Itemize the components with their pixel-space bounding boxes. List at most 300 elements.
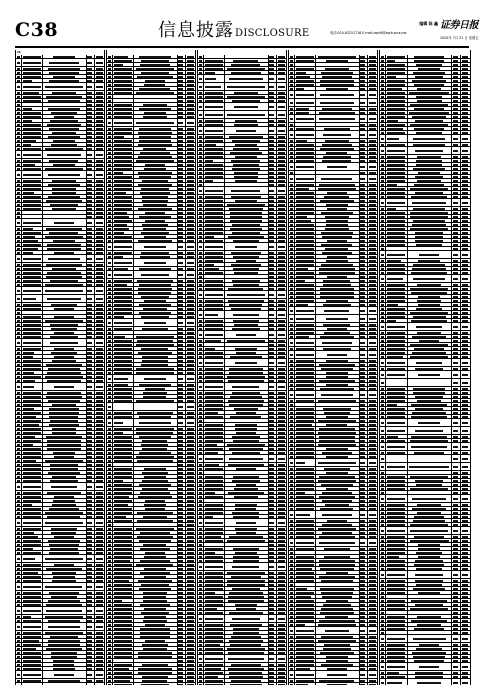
fine-print-text [296,108,310,110]
fine-print-text [48,184,81,186]
fine-print-text [96,96,103,98]
fine-print-text [144,168,166,170]
fine-print-text [96,342,103,344]
fine-print-text [114,232,124,234]
table-cell [294,75,316,78]
table-cell [42,491,86,494]
table-cell [94,499,104,502]
fine-print-text [87,62,92,64]
table-cell [42,107,86,110]
table-cell [276,367,286,370]
table-cell [21,271,43,274]
fine-print-text [278,216,285,218]
table-cell [185,87,195,90]
fine-print-text [269,600,274,602]
table-cell [203,175,225,178]
table-cell [224,235,268,238]
fine-print-text [320,94,353,96]
fine-print-text [96,644,103,646]
table-cell [276,519,286,526]
table-cell [42,279,86,282]
fine-print-text [17,432,20,434]
table-cell [133,223,177,226]
table-cell [21,187,43,190]
fine-print-text [23,644,41,646]
fine-print-text [187,556,194,558]
table-cell [112,79,134,82]
table-cell [21,415,43,418]
table-cell [133,235,177,238]
fine-print-text [46,228,83,230]
fine-print-text [23,656,41,658]
table-cell [133,199,177,202]
table-cell [276,355,286,358]
table-row [107,683,195,685]
fine-print-text [96,368,103,370]
fine-print-text [138,172,173,174]
fine-print-text [205,584,223,586]
editor-line: 编辑 陈 鑫 [419,21,438,26]
table-row [198,311,286,319]
fine-print-text [17,540,20,542]
table-cell [94,119,104,122]
fine-print-text [87,208,92,210]
fine-print-text [87,592,92,594]
table-cell [224,95,268,98]
table-cell [42,331,86,334]
fine-print-text [205,340,221,342]
table-cell [133,303,177,306]
fine-print-text [205,100,223,102]
fine-print-text [23,336,41,338]
page-number: C38 [15,19,59,41]
table-cell [185,75,195,78]
table-cell [276,447,286,450]
table-cell [224,503,268,506]
table-cell [224,679,268,682]
fine-print-text [199,412,202,414]
table-cell [112,295,134,298]
table-cell [112,443,134,446]
table-cell [21,655,43,658]
fine-print-text [53,664,74,666]
table-cell [276,531,286,534]
fine-print-text [278,576,285,578]
fine-print-text [269,264,274,266]
table-cell [42,419,86,422]
table-cell [42,115,86,118]
table-cell [42,267,86,270]
fine-print-text [114,584,132,586]
fine-print-text [96,356,103,358]
fine-print-text [269,628,274,630]
fine-print-text [17,212,20,214]
fine-print-text [114,556,132,558]
table-cell [94,295,104,302]
table-cell [367,139,377,142]
fine-print-text [137,460,174,462]
fine-print-text [269,648,274,650]
table-cell [94,435,104,438]
fine-print-text [50,280,79,282]
fine-print-text [233,164,260,166]
table-cell [276,279,286,282]
fine-print-text [178,612,183,614]
fine-print-text [278,184,285,186]
fine-print-text [139,588,171,590]
table-cell [21,227,43,230]
table-cell [276,431,286,434]
table-cell [21,639,43,642]
fine-print-text [236,468,256,470]
fine-print-text [296,102,314,104]
fine-print-text [269,124,274,126]
fine-print-text [269,448,274,450]
fine-print-text [278,516,285,518]
fine-print-text [96,208,103,210]
fine-print-text [96,516,103,518]
table-cell [276,627,286,630]
fine-print-text [23,432,41,434]
fine-print-text [87,508,92,510]
table-cell [224,91,268,94]
fine-print-text [205,484,223,486]
fine-print-text [199,632,202,634]
fine-print-text [23,572,39,574]
fine-print-text [23,564,41,566]
fine-print-text [269,532,274,534]
fine-print-text [290,144,293,146]
fine-print-text [48,136,81,138]
table-cell [21,527,43,530]
fine-print-text [114,156,132,158]
fine-print-text [114,664,132,666]
table-cell [185,635,195,638]
fine-print-text [141,296,170,298]
fine-print-text [17,468,20,470]
fine-print-text [178,684,183,685]
table-cell [42,91,86,94]
table-cell [224,143,268,146]
table-rows [107,55,195,685]
table-cell [203,183,225,186]
table-cell [112,315,134,318]
fine-print-text [199,276,202,278]
fine-print-text [17,626,20,628]
fine-print-text [269,496,274,498]
table-cell [94,367,104,370]
fine-print-text [290,76,293,78]
fine-print-text [87,492,92,494]
table-cell [276,283,286,286]
table-cell [203,303,225,306]
fine-print-text [45,320,82,322]
fine-print-text [199,544,202,546]
fine-print-text [278,632,285,634]
table-row [198,683,286,685]
table-cell [276,375,286,378]
table-cell [42,455,86,458]
fine-print-text [187,84,194,86]
table-cell [276,179,286,182]
fine-print-text [108,200,111,202]
fine-print-text [96,312,103,314]
table-cell [112,299,134,302]
fine-print-text [296,56,314,58]
fine-print-text [23,62,41,64]
fine-print-text [369,118,376,120]
fine-print-text [108,208,111,210]
fine-print-text [87,216,92,218]
fine-print-text [108,422,111,424]
table-cell [276,267,286,270]
fine-print-text [87,92,92,94]
fine-print-text [178,504,183,506]
fine-print-text [23,380,36,382]
fine-print-text [230,152,261,154]
fine-print-text [114,580,129,582]
fine-print-text [23,420,41,422]
fine-print-text [178,488,183,490]
fine-print-text [23,128,41,130]
table-cell [112,99,134,102]
table-cell [276,411,286,414]
newspaper-logo: 证券日报 [440,20,478,31]
table-cell [185,467,195,470]
fine-print-text [96,380,103,382]
fine-print-text [139,422,172,424]
fine-print-text [187,108,194,110]
fine-print-text [178,104,183,106]
table-cell [133,115,177,118]
fine-print-text [96,372,103,374]
table-cell [185,539,195,542]
table-cell [185,483,195,486]
fine-print-text [187,312,194,314]
fine-print-text [23,586,41,588]
newspaper-masthead [440,20,479,41]
fine-print-text [278,684,285,685]
fine-print-text [23,596,41,598]
table-cell [21,535,43,538]
fine-print-text [278,156,285,158]
fine-print-text [23,184,41,186]
table-cell [276,243,286,250]
fine-print-text [269,396,274,398]
fine-print-text [199,444,202,446]
fine-print-text [205,264,215,266]
fine-print-text [269,144,274,146]
fine-print-text [114,196,132,198]
table-cell [224,99,268,102]
fine-print-text [142,196,168,198]
fine-print-text [96,386,103,388]
fine-print-text [205,260,223,262]
table-cell [21,263,43,266]
table-cell [203,271,225,274]
table-cell [133,319,177,326]
fine-print-text [108,532,111,534]
table-cell [224,491,268,494]
table-cell [112,251,134,254]
table-cell [133,211,177,214]
table-cell [42,551,86,554]
table-cell [112,667,134,670]
table-cell [224,59,268,62]
fine-print-text [108,556,111,558]
fine-print-text [23,222,41,224]
fine-print-text [178,64,183,66]
table-cell [203,611,225,614]
fine-print-text [278,78,285,80]
fine-print-text [269,440,274,442]
fine-print-text [269,636,274,638]
table-cell [185,631,195,634]
table-cell [203,431,225,434]
fine-print-text [269,120,274,122]
fine-print-text [114,348,132,350]
fine-print-text [138,240,172,242]
table-cell [112,615,134,618]
fine-print-text [114,108,132,110]
table-cell [112,539,134,542]
fine-print-text [199,468,202,470]
table-cell [112,351,134,354]
table-cell [133,495,177,498]
fine-print-text [23,592,41,594]
table-cell [224,319,268,322]
table-cell [112,235,134,238]
fine-print-text [199,320,202,322]
fine-print-text [87,522,92,524]
table-cell [94,215,104,218]
fine-print-text [108,76,111,78]
table-cell [224,663,268,666]
fine-print-text [52,572,76,574]
fine-print-text [178,232,183,234]
fine-print-text [17,464,20,466]
fine-print-text [48,68,80,70]
table-cell [367,123,377,126]
table-cell [21,327,43,330]
fine-print-text [199,420,202,422]
fine-print-text [278,190,285,192]
table-cell [42,407,86,410]
fine-print-text [96,496,103,498]
table-cell [185,475,195,478]
fine-print-text [108,332,111,334]
table-cell [367,131,377,138]
table-cell [203,123,225,126]
fine-print-text [17,392,20,394]
fine-print-text [23,196,41,198]
fine-print-text [114,532,132,534]
fine-print-text [199,516,202,518]
table-cell [224,263,268,266]
table-rows [289,55,377,685]
fine-print-text [178,564,183,566]
fine-print-text [52,428,77,430]
table-cell [185,243,195,250]
fine-print-text [87,626,92,628]
table-cell [203,287,225,290]
fine-print-text [87,128,92,130]
fine-print-text [269,676,274,678]
table-cell [185,171,195,174]
fine-print-text [96,264,103,266]
fine-print-text [199,268,202,270]
table-cell [94,599,104,602]
fine-print-text [234,272,258,274]
fine-print-text [96,416,103,418]
table-cell [224,171,268,174]
fine-print-text [278,588,285,590]
fine-print-text [269,560,274,562]
fine-print-text [23,244,41,246]
table-row [16,483,104,491]
fine-print-text [269,64,274,66]
table-cell [276,487,286,490]
fine-print-text [199,78,202,80]
fine-print-text [199,120,202,122]
fine-print-text [114,476,132,478]
fine-print-text [187,164,194,166]
fine-print-text [187,256,194,258]
table-cell [21,647,43,650]
table-cell [203,559,225,562]
fine-print-text [178,422,183,424]
fine-print-text [278,348,285,350]
fine-print-text [96,228,103,230]
table-column-title: 20 [17,51,21,54]
fine-print-text [278,372,285,374]
fine-print-text [205,268,219,270]
table-cell [94,183,104,186]
fine-print-text [278,284,285,286]
table-cell [185,251,195,254]
fine-print-text [278,664,285,666]
table-cell [185,315,195,318]
table-cell [112,111,134,114]
table-row [198,103,286,111]
table-cell [42,391,86,394]
fine-print-text [205,168,223,170]
fine-print-text [114,436,132,438]
table-cell [42,515,86,518]
fine-print-text [108,228,111,230]
fine-print-text [296,112,310,114]
fine-print-text [108,280,111,282]
fine-print-text [142,448,167,450]
fine-print-text [199,608,202,610]
fine-print-text [269,458,274,460]
table-cell [276,439,286,442]
fine-print-text [144,616,165,618]
fine-print-text [51,528,77,530]
fine-print-text [325,68,348,70]
fine-print-text [290,84,293,86]
fine-print-text [199,204,202,206]
table-cell [224,383,268,390]
table-cell [112,147,134,150]
table-cell [276,143,286,146]
fine-print-text [178,144,183,146]
fine-print-text [108,246,111,248]
fine-print-text [234,92,258,94]
table-cell [21,643,43,646]
fine-print-text [205,236,214,238]
fine-print-text [23,600,41,602]
